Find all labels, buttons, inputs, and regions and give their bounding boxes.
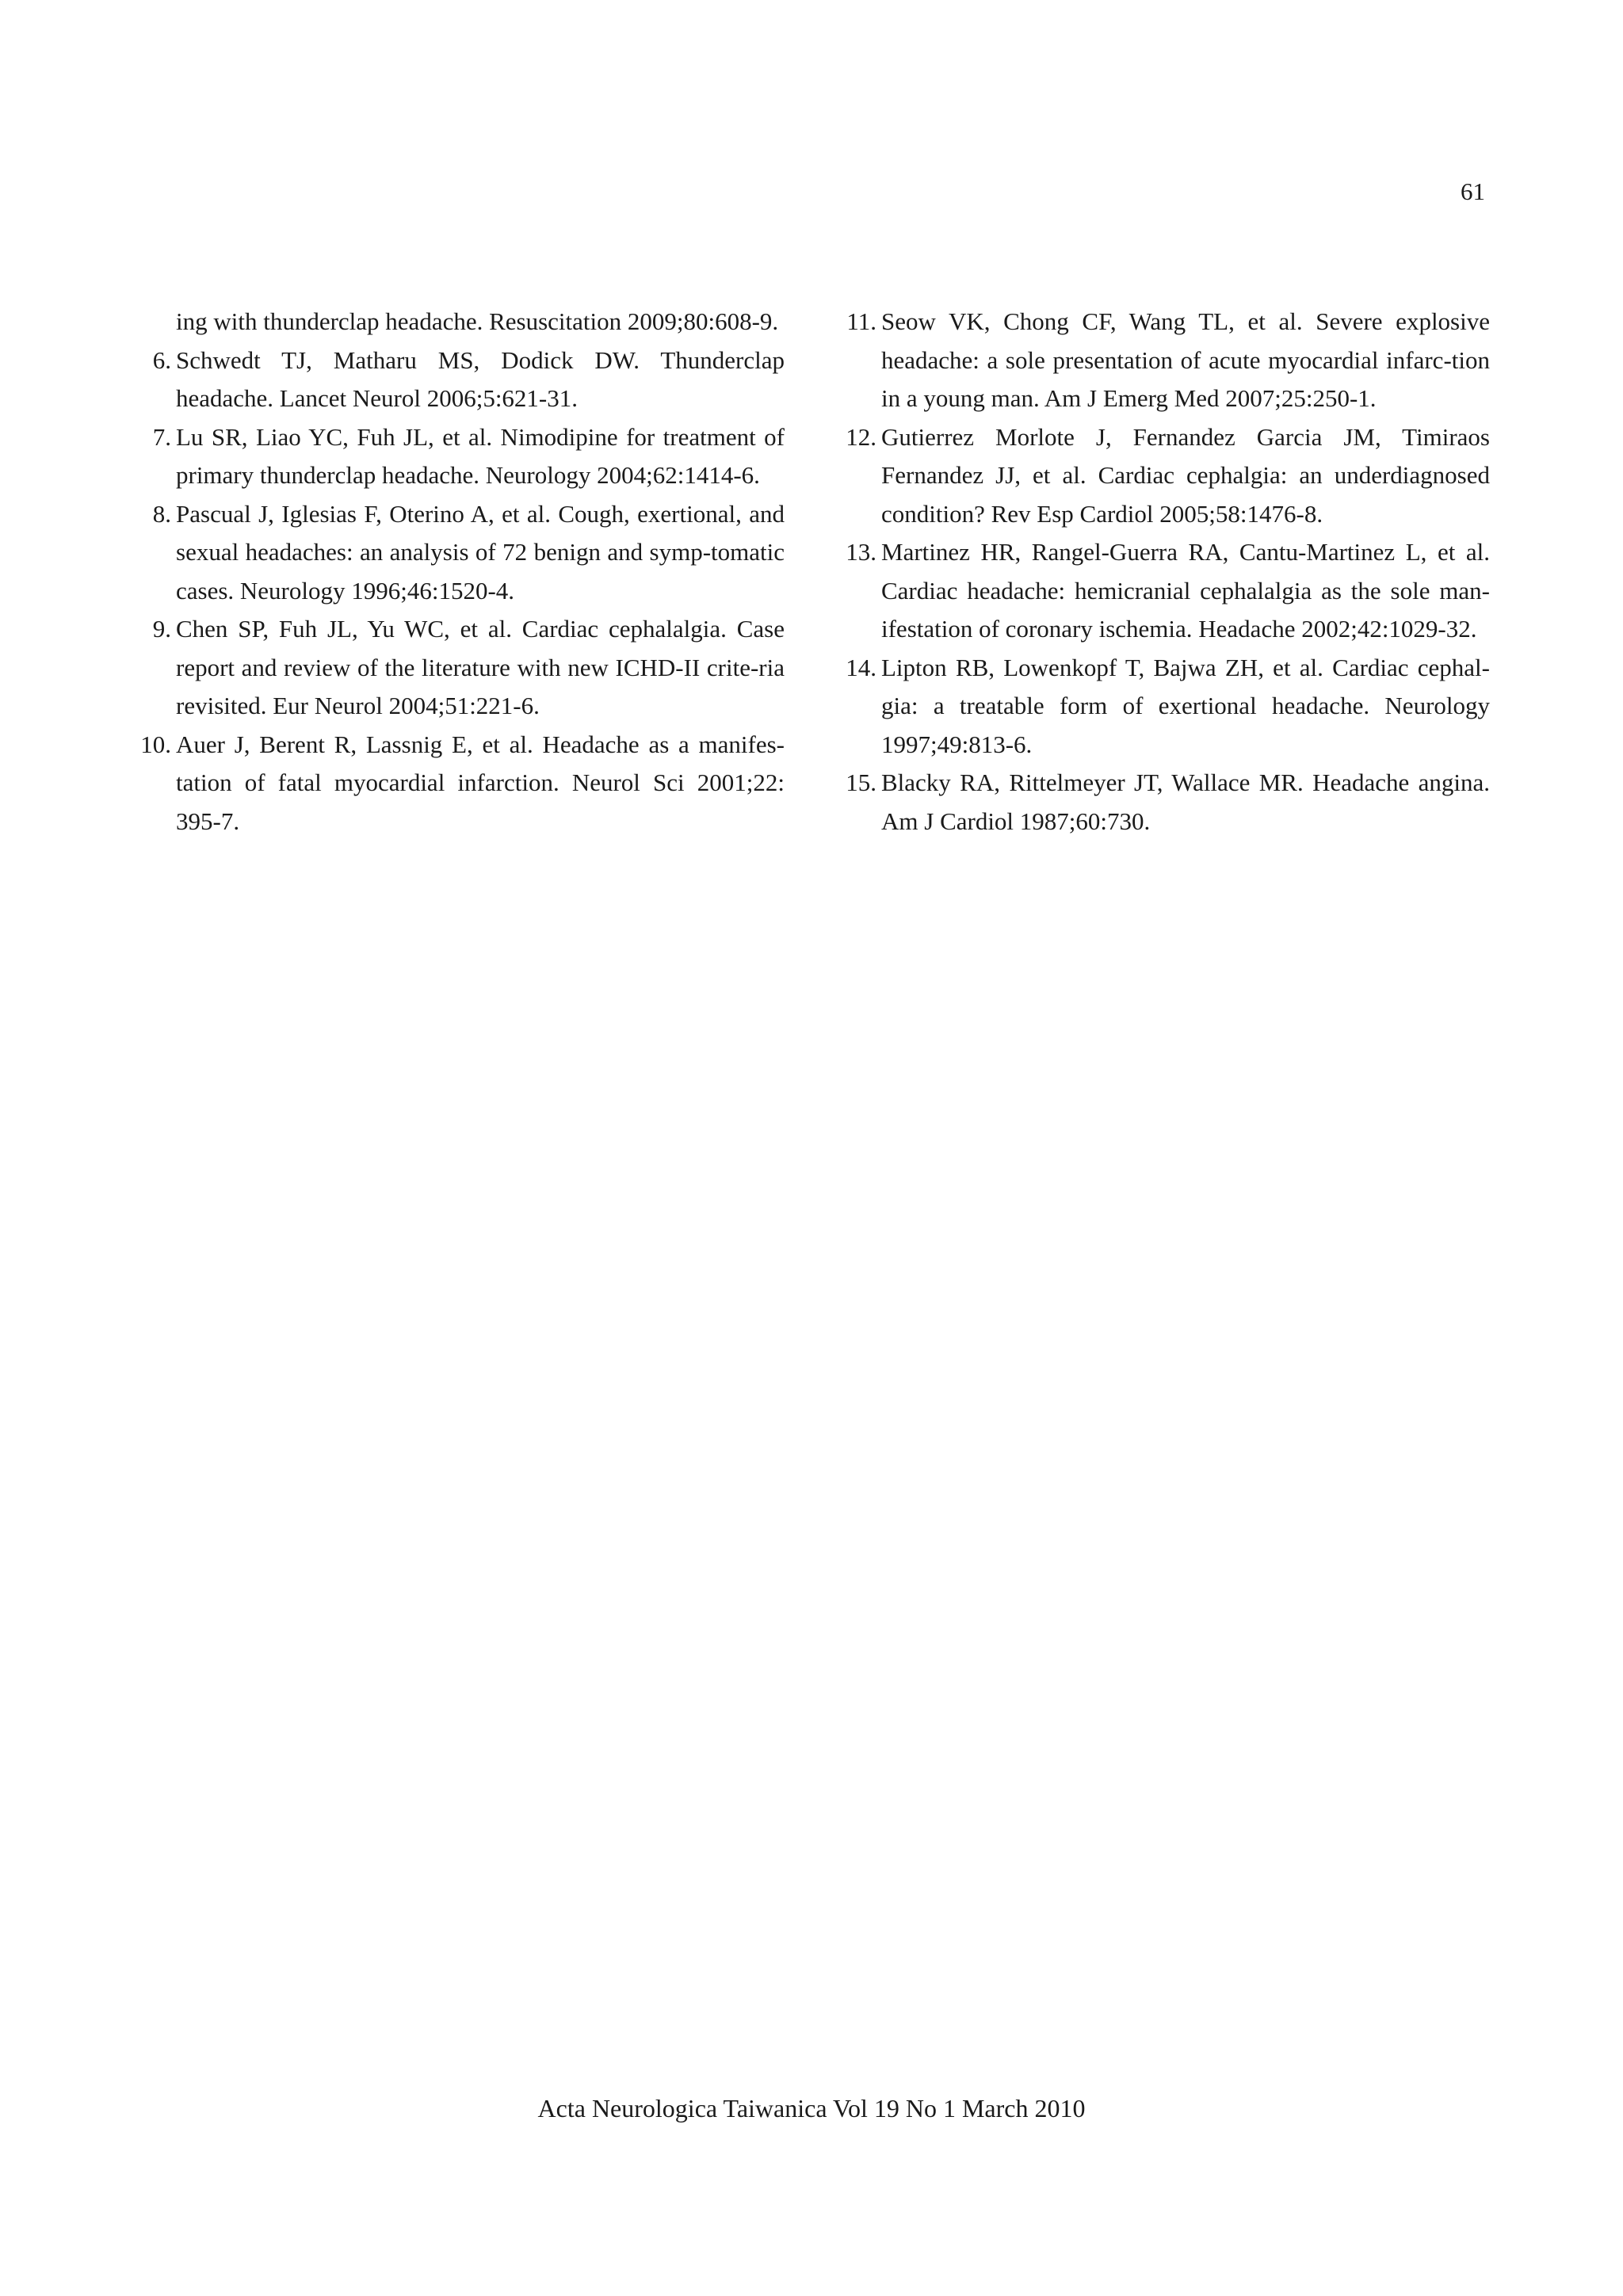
reference-number: 10. (140, 730, 171, 758)
reference-text: ing with thunderclap headache. Resuscitation 2009;80:608-9. (176, 307, 779, 335)
reference-text: Schwedt TJ, Matharu MS, Dodick DW. Thunderclap headache. Lancet Neurol 2006;5:621-31. (176, 345, 785, 412)
reference-text: Auer J, Berent R, Lassnig E, et al. Headache as a manifes-tation of fatal myocardial infarction. Neurol Sci 2001;22: 395-7. (176, 730, 785, 835)
reference-number: 12. (846, 422, 876, 451)
reference-item (127, 303, 785, 341)
reference-item (127, 341, 785, 418)
journal-footer: Acta Neurologica Taiwanica Vol 19 No 1 March 2010 (537, 2094, 1086, 2122)
reference-text: Chen SP, Fuh JL, Yu WC, et al. Cardiac cephalalgia. Case report and review of the literature with new ICHD-II crite-ria revisited. Eur Neurol 2004;51:221-6. (176, 615, 785, 719)
reference-number: 13. (846, 538, 876, 566)
reference-item (832, 764, 1490, 841)
reference-text: Seow VK, Chong CF, Wang TL, et al. Severe explosive headache: a sole presentation of acute myocardial infarc-tion in a young man. Am J Emerg Med 2007;25:250-1. (881, 307, 1490, 412)
page-number: 61 (1461, 177, 1485, 205)
right-column (832, 303, 1490, 841)
reference-text: Pascual J, Iglesias F, Oterino A, et al. Cough, exertional, and sexual headaches: an analysis of 72 benign and symp-tomatic cases. Neurology 1996;46:1520-4. (176, 499, 785, 605)
reference-number: 14. (846, 653, 876, 681)
reference-item (832, 303, 1490, 418)
reference-text: Blacky RA, Rittelmeyer JT, Wallace MR. Headache angina. Am J Cardiol 1987;60:730. (881, 769, 1490, 835)
reference-item (127, 418, 785, 495)
reference-number: 9. (152, 615, 171, 643)
reference-number: 11. (846, 307, 876, 335)
reference-number: 6. (152, 345, 171, 374)
reference-item (127, 610, 785, 726)
reference-text: Martinez HR, Rangel-Guerra RA, Cantu-Martinez L, et al. Cardiac headache: hemicranial cephalalgia as the sole man-ifestation of coronary ischemia. Headache 2002;42:1029-32. (881, 538, 1490, 643)
reference-item (127, 726, 785, 841)
reference-number: 8. (152, 499, 171, 528)
reference-number: 15. (846, 769, 876, 796)
reference-text: Gutierrez Morlote J, Fernandez Garcia JM, Timiraos Fernandez JJ, et al. Cardiac cephalgia: an underdiagnosed condition? Rev Esp Cardiol 2005;58:1476-8. (881, 422, 1490, 528)
left-column (127, 303, 785, 841)
reference-item (832, 533, 1490, 649)
reference-number: 7. (152, 422, 171, 451)
reference-item (832, 649, 1490, 765)
reference-text: Lipton RB, Lowenkopf T, Bajwa ZH, et al. Cardiac cephal-gia: a treatable form of exertional headache. Neurology 1997;49:813-6. (881, 653, 1490, 758)
reference-item (832, 418, 1490, 534)
reference-item (127, 495, 785, 611)
reference-text: Lu SR, Liao YC, Fuh JL, et al. Nimodipine for treatment of primary thunderclap headache. Neurology 2004;62:1414-6. (176, 422, 785, 489)
